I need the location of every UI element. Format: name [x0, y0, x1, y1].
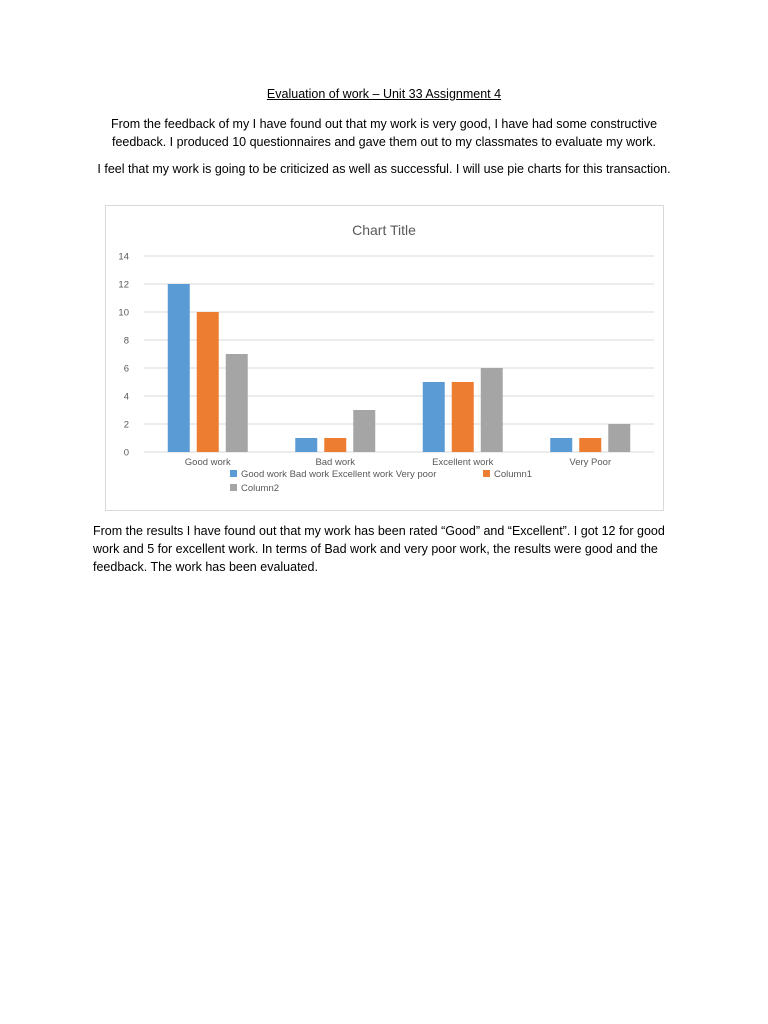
- legend-swatch: [230, 484, 237, 491]
- y-tick-label: 14: [118, 251, 129, 263]
- y-tick-label: 10: [118, 307, 129, 319]
- chart-frame: [105, 205, 664, 511]
- bar: [423, 382, 445, 452]
- method-paragraph: I feel that my work is going to be criticized as well as successful. I will use pie charts for this transaction.: [97, 162, 671, 176]
- x-tick-label: Very Poor: [569, 457, 612, 468]
- legend-item: [230, 469, 436, 480]
- bar: [324, 438, 346, 452]
- bar: [168, 284, 190, 452]
- y-tick-label: 12: [118, 279, 129, 291]
- x-tick-label: Good work: [184, 457, 231, 468]
- bar: [295, 438, 317, 452]
- bar: [579, 438, 601, 452]
- legend-swatch: [230, 470, 237, 477]
- legend-item: [230, 483, 279, 494]
- bar: [353, 410, 375, 452]
- y-tick-label: 6: [123, 363, 129, 375]
- bar-chart: [106, 206, 663, 510]
- bar: [608, 424, 630, 452]
- bar: [452, 382, 474, 452]
- y-tick-label: 0: [123, 447, 129, 459]
- y-tick-label: 2: [123, 419, 129, 431]
- x-tick-label: Excellent work: [432, 457, 494, 468]
- bar: [197, 312, 219, 452]
- chart-title: Chart Title: [352, 222, 416, 238]
- y-tick-label: 4: [123, 391, 129, 403]
- intro-paragraph: From the feedback of my I have found out that my work is very good, I have had some constructive feedback. I produced 10 questionnaires and gave them out to my classmates to evaluate my work.: [110, 117, 658, 149]
- gridlines: [144, 256, 654, 452]
- legend: [230, 469, 532, 494]
- bar: [550, 438, 572, 452]
- legend-label: Column2: [241, 483, 280, 494]
- legend-label: Good work Bad work Excellent work Very poor: [241, 469, 437, 480]
- bar: [481, 368, 503, 452]
- legend-swatch: [483, 470, 490, 477]
- results-paragraph: From the results I have found out that my work has been rated “Good” and “Excellent”. I got 12 for good work and 5 for excellent work. In terms of Bad work and very poor work, the results were good and the feedback. The work has been evaluated.: [93, 524, 665, 574]
- legend-item: [483, 469, 532, 480]
- legend-label: Column1: [494, 469, 533, 480]
- bar: [226, 354, 248, 452]
- x-tick-label: Bad work: [315, 457, 356, 468]
- y-tick-label: 8: [123, 335, 129, 347]
- page-title: Evaluation of work – Unit 33 Assignment 4: [266, 87, 502, 101]
